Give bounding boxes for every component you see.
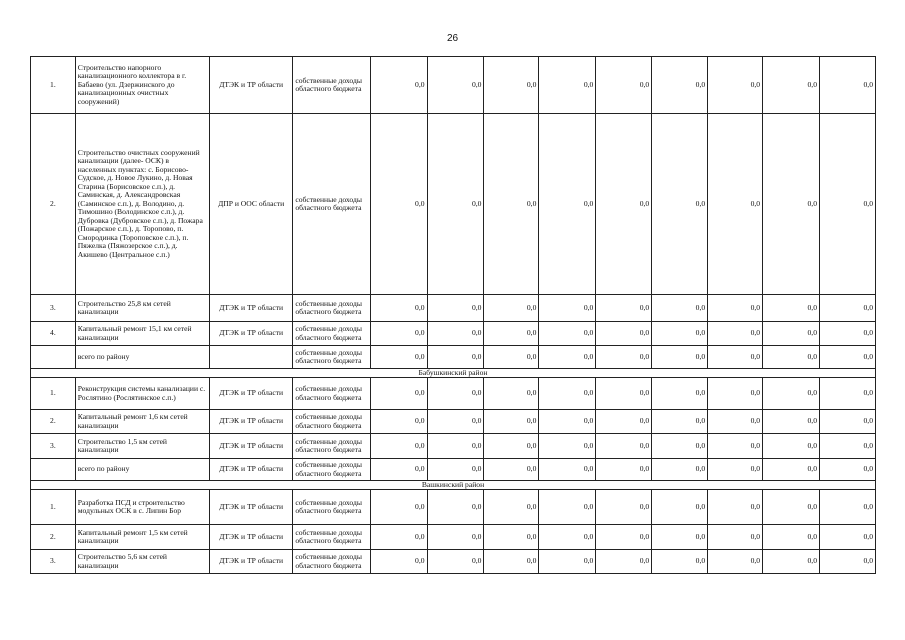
value-cell: 0,0 [596, 410, 652, 434]
row-number-cell: 2. [31, 410, 76, 434]
value-cell: 0,0 [427, 490, 484, 525]
value-cell: 0,0 [652, 378, 708, 410]
value-cell: 0,0 [484, 410, 539, 434]
value-cell: 0,0 [484, 434, 539, 459]
value-cell: 0,0 [539, 550, 596, 574]
value-cell: 0,0 [708, 114, 763, 295]
funding-source-cell: собственные доходы областного бюджета [293, 378, 370, 410]
funding-source-cell: собственные доходы областного бюджета [293, 57, 370, 114]
value-cell: 0,0 [763, 346, 820, 369]
value-cell: 0,0 [370, 322, 427, 346]
value-cell: 0,0 [427, 322, 484, 346]
value-cell: 0,0 [820, 322, 876, 346]
table-row [31, 346, 876, 369]
value-cell: 0,0 [763, 378, 820, 410]
value-cell: 0,0 [596, 434, 652, 459]
project-name-cell: всего по району [75, 346, 209, 369]
table-row [31, 459, 876, 481]
value-cell: 0,0 [539, 114, 596, 295]
project-name-cell: Строительство 1,5 км сетей канализации [75, 434, 209, 459]
value-cell: 0,0 [596, 322, 652, 346]
value-cell: 0,0 [370, 434, 427, 459]
project-name-cell: всего по району [75, 459, 209, 481]
value-cell: 0,0 [484, 378, 539, 410]
value-cell: 0,0 [427, 346, 484, 369]
value-cell: 0,0 [370, 114, 427, 295]
value-cell: 0,0 [427, 114, 484, 295]
value-cell: 0,0 [652, 459, 708, 481]
funding-source-cell: собственные доходы областного бюджета [293, 114, 370, 295]
value-cell: 0,0 [370, 295, 427, 322]
value-cell: 0,0 [820, 410, 876, 434]
value-cell: 0,0 [370, 490, 427, 525]
value-cell: 0,0 [596, 114, 652, 295]
value-cell: 0,0 [708, 378, 763, 410]
row-number-cell: 3. [31, 295, 76, 322]
responsible-cell: ДТЭК и ТР области [209, 378, 292, 410]
value-cell: 0,0 [484, 550, 539, 574]
table-row [31, 57, 876, 114]
row-number-cell: 3. [31, 550, 76, 574]
value-cell: 0,0 [763, 57, 820, 114]
value-cell: 0,0 [427, 378, 484, 410]
value-cell: 0,0 [370, 459, 427, 481]
value-cell: 0,0 [708, 410, 763, 434]
value-cell: 0,0 [763, 322, 820, 346]
value-cell: 0,0 [763, 410, 820, 434]
value-cell: 0,0 [708, 346, 763, 369]
value-cell: 0,0 [484, 322, 539, 346]
value-cell: 0,0 [539, 346, 596, 369]
value-cell: 0,0 [370, 57, 427, 114]
page-number: 26 [446, 33, 459, 44]
table-row [31, 525, 876, 550]
section-header-row [31, 481, 876, 490]
funding-source-cell: собственные доходы областного бюджета [293, 322, 370, 346]
funding-source-cell: собственные доходы областного бюджета [293, 434, 370, 459]
value-cell: 0,0 [370, 410, 427, 434]
row-number-cell: 1. [31, 57, 76, 114]
value-cell: 0,0 [652, 490, 708, 525]
value-cell: 0,0 [820, 346, 876, 369]
value-cell: 0,0 [820, 114, 876, 295]
responsible-cell: ДТЭК и ТР области [209, 434, 292, 459]
responsible-cell: ДТЭК и ТР области [209, 459, 292, 481]
funding-source-cell: собственные доходы областного бюджета [293, 525, 370, 550]
responsible-cell: ДПР и ООС области [209, 114, 292, 295]
value-cell: 0,0 [708, 459, 763, 481]
row-number-cell [31, 459, 76, 481]
responsible-cell: ДТЭК и ТР области [209, 550, 292, 574]
value-cell: 0,0 [427, 434, 484, 459]
value-cell: 0,0 [596, 378, 652, 410]
project-name-cell: Строительство очистных сооружений канализации (далее- ОСК) в населенных пунктах: с. Борисово-Судское, д. Новое Лукино, д. Новая Старина (Борисовское с.п.), д. Саминская, д. Александровская (Саминское с.п.), д. Володино, д. Тимошино (Володинское с.п.), д. Дубровка (Дубровское с.п.), д. Пожара (Пожарское с.п.), д. Торопово, п. Смородинка (Тороповское с.п.), п. Пяжелка (Пяжозерское с.п.), д. Акишево (Центральное с.п.) [75, 114, 209, 295]
value-cell: 0,0 [820, 434, 876, 459]
value-cell: 0,0 [820, 57, 876, 114]
funding-source-cell: собственные доходы областного бюджета [293, 490, 370, 525]
value-cell: 0,0 [596, 550, 652, 574]
value-cell: 0,0 [652, 550, 708, 574]
value-cell: 0,0 [820, 490, 876, 525]
funding-source-cell: собственные доходы областного бюджета [293, 410, 370, 434]
value-cell: 0,0 [539, 410, 596, 434]
value-cell: 0,0 [539, 295, 596, 322]
funding-source-cell: собственные доходы областного бюджета [293, 459, 370, 481]
budget-table [30, 56, 876, 574]
project-name-cell: Капитальный ремонт 1,5 км сетей канализации [75, 525, 209, 550]
section-title: Вашкинский район [31, 481, 876, 490]
table-row [31, 410, 876, 434]
project-name-cell: Строительство напорного канализационного коллектора в г. Бабаево (ул. Дзержинского до канализационных очистных сооружений) [75, 57, 209, 114]
value-cell: 0,0 [370, 378, 427, 410]
value-cell: 0,0 [708, 57, 763, 114]
row-number-cell: 2. [31, 525, 76, 550]
value-cell: 0,0 [820, 525, 876, 550]
section-title: Бабушкинский район [31, 369, 876, 378]
value-cell: 0,0 [763, 525, 820, 550]
row-number-cell: 3. [31, 434, 76, 459]
value-cell: 0,0 [596, 346, 652, 369]
table-row [31, 550, 876, 574]
project-name-cell: Строительство 5,6 км сетей канализации [75, 550, 209, 574]
project-name-cell: Реконструкция системы канализации с. Рослятино (Рослятинское с.п.) [75, 378, 209, 410]
table-row [31, 490, 876, 525]
project-name-cell: Капитальный ремонт 15,1 км сетей канализации [75, 322, 209, 346]
value-cell: 0,0 [539, 490, 596, 525]
value-cell: 0,0 [539, 57, 596, 114]
value-cell: 0,0 [539, 459, 596, 481]
value-cell: 0,0 [427, 410, 484, 434]
responsible-cell: ДТЭК и ТР области [209, 525, 292, 550]
value-cell: 0,0 [484, 57, 539, 114]
value-cell: 0,0 [652, 57, 708, 114]
value-cell: 0,0 [484, 459, 539, 481]
table-row [31, 114, 876, 295]
funding-source-cell: собственные доходы областного бюджета [293, 550, 370, 574]
value-cell: 0,0 [820, 459, 876, 481]
value-cell: 0,0 [596, 295, 652, 322]
value-cell: 0,0 [427, 525, 484, 550]
value-cell: 0,0 [539, 525, 596, 550]
value-cell: 0,0 [539, 378, 596, 410]
table-row [31, 295, 876, 322]
value-cell: 0,0 [652, 410, 708, 434]
responsible-cell: ДТЭК и ТР области [209, 322, 292, 346]
value-cell: 0,0 [820, 378, 876, 410]
table-row [31, 322, 876, 346]
project-name-cell: Строительство 25,8 км сетей канализации [75, 295, 209, 322]
value-cell: 0,0 [596, 57, 652, 114]
responsible-cell: ДТЭК и ТР области [209, 490, 292, 525]
value-cell: 0,0 [484, 295, 539, 322]
value-cell: 0,0 [820, 550, 876, 574]
value-cell: 0,0 [427, 57, 484, 114]
value-cell: 0,0 [763, 490, 820, 525]
value-cell: 0,0 [708, 550, 763, 574]
value-cell: 0,0 [708, 490, 763, 525]
value-cell: 0,0 [708, 322, 763, 346]
project-name-cell: Капитальный ремонт 1,6 км сетей канализации [75, 410, 209, 434]
value-cell: 0,0 [484, 525, 539, 550]
value-cell: 0,0 [763, 434, 820, 459]
value-cell: 0,0 [596, 459, 652, 481]
responsible-cell: ДТЭК и ТР области [209, 410, 292, 434]
value-cell: 0,0 [652, 295, 708, 322]
value-cell: 0,0 [539, 434, 596, 459]
value-cell: 0,0 [763, 550, 820, 574]
value-cell: 0,0 [763, 295, 820, 322]
value-cell: 0,0 [427, 295, 484, 322]
value-cell: 0,0 [370, 346, 427, 369]
value-cell: 0,0 [652, 525, 708, 550]
table-row [31, 378, 876, 410]
value-cell: 0,0 [708, 434, 763, 459]
responsible-cell: ДТЭК и ТР области [209, 57, 292, 114]
value-cell: 0,0 [820, 295, 876, 322]
value-cell: 0,0 [484, 114, 539, 295]
value-cell: 0,0 [427, 550, 484, 574]
row-number-cell: 1. [31, 490, 76, 525]
value-cell: 0,0 [708, 295, 763, 322]
value-cell: 0,0 [596, 490, 652, 525]
value-cell: 0,0 [652, 346, 708, 369]
value-cell: 0,0 [539, 322, 596, 346]
value-cell: 0,0 [652, 322, 708, 346]
table-row [31, 434, 876, 459]
row-number-cell [31, 346, 76, 369]
value-cell: 0,0 [652, 434, 708, 459]
value-cell: 0,0 [370, 550, 427, 574]
value-cell: 0,0 [763, 459, 820, 481]
section-header-row [31, 369, 876, 378]
funding-source-cell: собственные доходы областного бюджета [293, 346, 370, 369]
value-cell: 0,0 [596, 525, 652, 550]
row-number-cell: 2. [31, 114, 76, 295]
value-cell: 0,0 [484, 346, 539, 369]
value-cell: 0,0 [370, 525, 427, 550]
value-cell: 0,0 [427, 459, 484, 481]
project-name-cell: Разработка ПСД и строительство модульных ОСК в с. Липин Бор [75, 490, 209, 525]
value-cell: 0,0 [652, 114, 708, 295]
row-number-cell: 1. [31, 378, 76, 410]
value-cell: 0,0 [763, 114, 820, 295]
responsible-cell: ДТЭК и ТР области [209, 295, 292, 322]
responsible-cell [209, 346, 292, 369]
funding-source-cell: собственные доходы областного бюджета [293, 295, 370, 322]
value-cell: 0,0 [708, 525, 763, 550]
row-number-cell: 4. [31, 322, 76, 346]
value-cell: 0,0 [484, 490, 539, 525]
